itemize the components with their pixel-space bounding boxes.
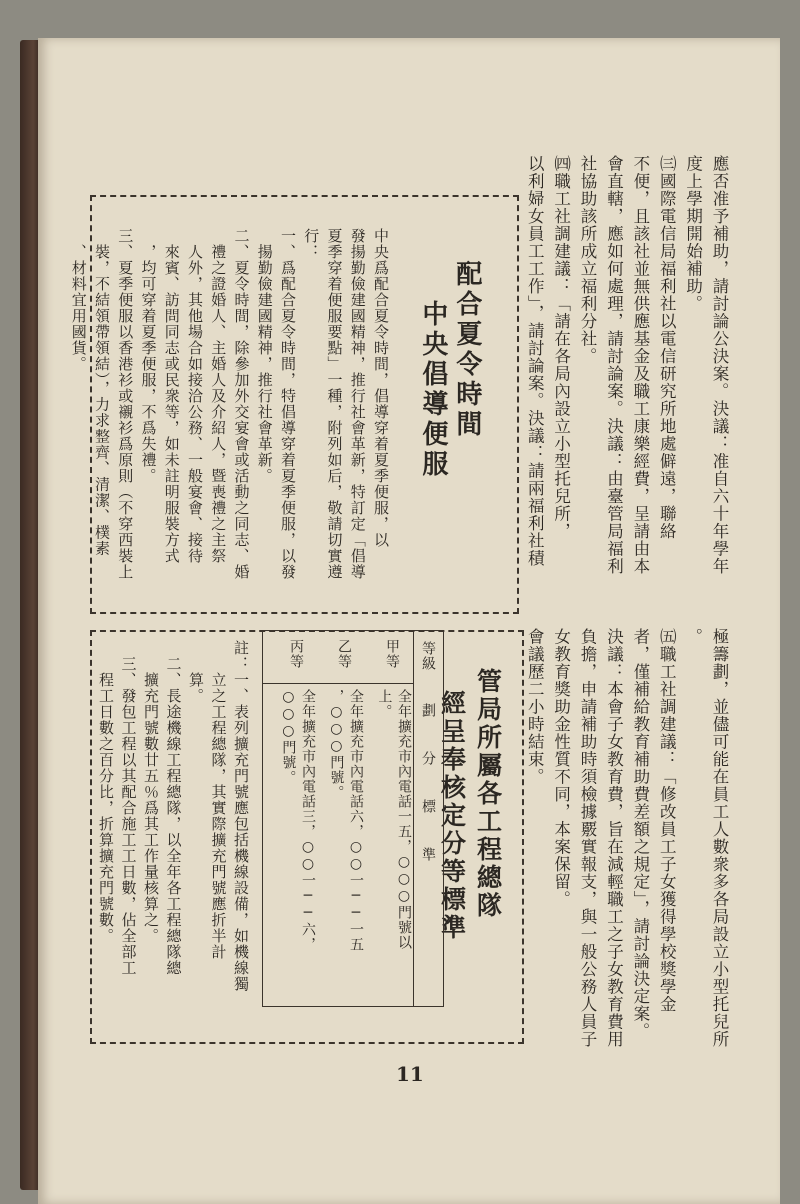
meeting-minutes-upper: 應否准予補助，請討論公決案。決議：准自六十年學年 度上學期開始補助。 ㈢國際電信局福利社以電信研究所地處僻遠，聯絡 不便，且該社並無供應基金及職工康樂經費，呈請由本 會直轄，應如何處理，請討論案。決議：由臺管局福利 社協助該所成立福利分社。 ㈣職工社調建議：「請在各局內設立小型托兒所， 以利婦女員工工作」，請討論案。決議：請兩福利社積 [525, 155, 729, 575]
table-row-standard: 全年擴充市內電話六，○○一──一五 ，○○○門號。 [328, 689, 364, 952]
meeting-minutes-lower: 極籌劃，並儘可能在員工人數衆多各局設立小型托兒所 。 ㈤職工社調建議：「修改員工子女獲得學校獎學金 者，僅補給教育補助費差額之規定」，請討論決定案。 決議：本會子女教育費，旨在減輕職工之子女教育費用 負擔，申請補助時須檢據覈實報支，與一般公務人員子 女教育獎助金性質不同，本案保留。 會議歷二小時結束。 [525, 628, 729, 1048]
notice-summer-dress-body: 中央爲配合夏令時間，倡導穿着夏季便服，以 發揚勤儉建國精神，推行社會革新，特訂定「倡導 夏季穿着便服要點」一種，附列如后，敬請切實遵 行： 一、爲配合夏令時間，特倡導穿着夏季便服，以發 揚勤儉建國精神，推行社會革新。 二、夏令時間，除參加外交宴會或活動之同志、婚 禮之證婚人、主婚人及介紹人，暨喪禮之主祭 人外，其他場合如接洽公務、一般宴會、接待 來賓、訪問同志或民衆等，如未註明服裝方式 ，均可穿着夏季便服，不爲失禮。 三、夏季便服以香港衫或襯衫爲原則（不穿西裝上 裝，不結領帶領結），力求整齊、清潔、樸素 、材料宜用國貨。 [69, 228, 390, 580]
table-row-grade: 甲等 [384, 639, 400, 669]
page-number: 11 [396, 1062, 424, 1086]
notice-summer-dress-title-1: 配合夏令時間 [451, 260, 482, 440]
table-header-standard: 劃 分 標 準 [420, 703, 436, 871]
table-row-grade: 丙等 [288, 639, 304, 669]
table-row-standard: 全年擴充市內電話一五，○○○門號以 上。 [376, 689, 412, 950]
table-header-grade: 等級 [420, 641, 436, 671]
grading-table [262, 630, 444, 1007]
notice-summer-dress-title-2: 中央倡導便服 [417, 300, 448, 480]
table-row-grade: 乙等 [336, 639, 352, 669]
grading-notes: 註：一、表列擴充門號應包括機線設備，如機線獨 立之工程總隊，其實際擴充門號應折半計 算。 二、長途機線工程總隊，以全年各工程總隊總 擴充門號數廿五％爲其工作量核算之。 三、發包工程以其配合施工工日數，佔全部工 程工日數之百分比，折算擴充門號數。 [97, 640, 250, 992]
notice-grading-title-2: 經呈奉核定分等標準 [437, 690, 467, 942]
notice-grading-title-1: 管局所屬各工程總隊 [473, 668, 503, 920]
table-row-standard: 全年擴充市內電話三，○○一──六， ○○○門號。 [280, 689, 316, 952]
